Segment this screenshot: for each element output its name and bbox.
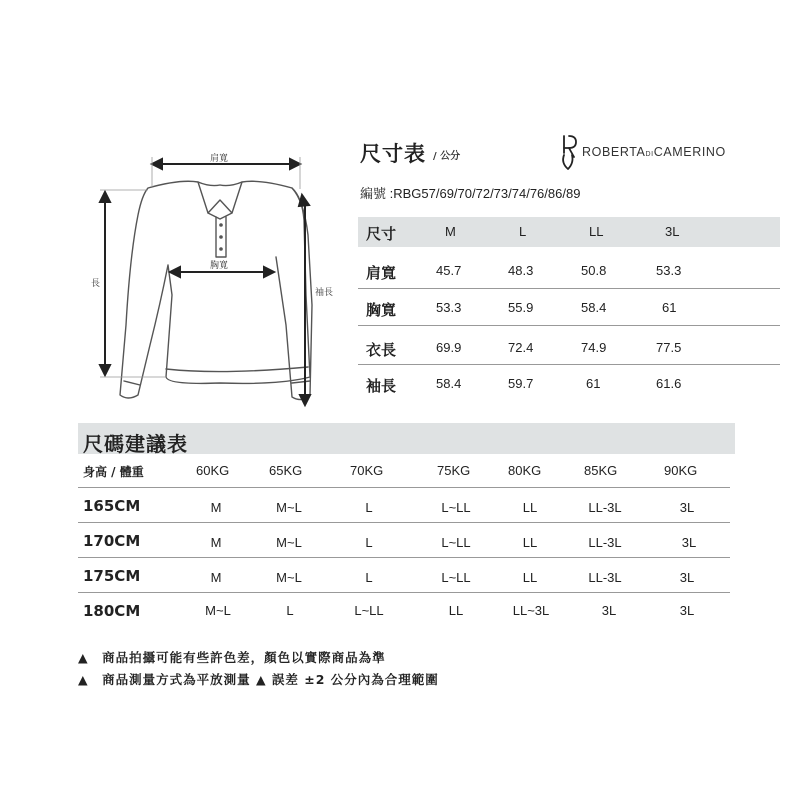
size-value: 74.9 <box>581 340 607 355</box>
rec-cell: M <box>210 535 222 550</box>
divider <box>78 487 730 488</box>
rec-cell: LL <box>522 535 538 550</box>
rec-cell: 3L <box>601 603 617 618</box>
size-value: 53.3 <box>656 263 682 278</box>
rec-weight-header: 80KG <box>508 463 542 478</box>
rec-cell: L <box>365 500 373 515</box>
size-row-label: 胸寬 <box>366 301 397 319</box>
rec-cell: LL~3L <box>512 603 550 618</box>
rec-cell: 3L <box>679 500 695 515</box>
divider <box>78 592 730 593</box>
recommendation-title: 尺碼建議表 <box>83 432 188 456</box>
size-row-label: 衣長 <box>366 341 397 359</box>
divider <box>358 288 780 289</box>
size-row-label: 袖長 <box>366 377 397 395</box>
rec-weight-header: 60KG <box>196 463 230 478</box>
shoulder-label: 肩寬 <box>210 154 229 164</box>
rec-cell: LL <box>448 603 464 618</box>
rec-cell: LL <box>522 500 538 515</box>
rec-cell: L~LL <box>354 603 384 618</box>
size-col-ll: LL <box>589 224 604 239</box>
note-color-difference: ▲ 商品拍攝可能有些許色差，顏色以實際商品為準 <box>78 650 386 665</box>
size-value: 53.3 <box>436 300 462 315</box>
rec-weight-header: 70KG <box>350 463 384 478</box>
divider <box>358 364 780 365</box>
rec-cell: LL-3L <box>588 535 622 550</box>
size-chart-unit: / 公分 <box>433 151 461 162</box>
chest-label: 胸寬 <box>210 261 229 271</box>
rec-weight-header: 65KG <box>269 463 303 478</box>
brand-monogram-icon <box>558 133 580 171</box>
length-label: 長 <box>91 279 101 289</box>
size-value: 61.6 <box>656 376 682 391</box>
rec-cell: L <box>365 535 373 550</box>
rec-height-label: 180CM <box>83 602 141 620</box>
size-chart-title: 尺寸表 <box>360 142 426 166</box>
rec-cell: M <box>210 500 222 515</box>
rec-weight-header: 85KG <box>584 463 618 478</box>
rec-height-label: 165CM <box>83 497 141 515</box>
brand-logo <box>556 132 746 172</box>
rec-cell: L~LL <box>441 500 471 515</box>
rec-weight-header: 75KG <box>437 463 471 478</box>
size-col-3l: 3L <box>665 224 680 239</box>
rec-weight-header: 90KG <box>664 463 698 478</box>
rec-cell: 3L <box>679 603 695 618</box>
brand-name: ROBERTADICAMERINO <box>582 145 726 159</box>
size-value: 58.4 <box>581 300 607 315</box>
rec-cell: M~L <box>276 570 302 585</box>
rec-cell: LL-3L <box>588 570 622 585</box>
size-value: 59.7 <box>508 376 534 391</box>
divider <box>78 557 730 558</box>
rec-cell: M~L <box>205 603 231 618</box>
size-value: 61 <box>662 300 677 315</box>
size-value: 58.4 <box>436 376 462 391</box>
rec-cell: L~LL <box>441 535 471 550</box>
size-table-header <box>358 217 780 247</box>
rec-height-label: 170CM <box>83 532 141 550</box>
divider <box>78 522 730 523</box>
size-value: 48.3 <box>508 263 534 278</box>
size-value: 50.8 <box>581 263 607 278</box>
note-measurement-method: ▲ 商品測量方式為平放測量 ▲ 誤差 ±2 公分內為合理範圍 <box>78 672 439 687</box>
size-value: 61 <box>586 376 601 391</box>
size-value: 55.9 <box>508 300 534 315</box>
size-header-label: 尺寸 <box>366 225 397 243</box>
rec-cell: LL <box>522 570 538 585</box>
rec-cell: L <box>286 603 294 618</box>
rec-cell: LL-3L <box>588 500 622 515</box>
rec-cell: M <box>210 570 222 585</box>
model-number: 編號 :RBG57/69/70/72/73/74/76/86/89 <box>360 186 581 201</box>
size-value: 45.7 <box>436 263 462 278</box>
rec-cell: 3L <box>681 535 697 550</box>
rec-header-label: 身高 / 體重 <box>83 465 144 479</box>
size-value: 72.4 <box>508 340 534 355</box>
shirt-collar <box>198 182 242 213</box>
sleeve-label: 袖長 <box>315 288 334 298</box>
size-value: 77.5 <box>656 340 682 355</box>
divider <box>358 325 780 326</box>
rec-cell: M~L <box>276 500 302 515</box>
rec-cell: L <box>365 570 373 585</box>
size-row-label: 肩寬 <box>366 264 397 282</box>
rec-height-label: 175CM <box>83 567 141 585</box>
rec-cell: L~LL <box>441 570 471 585</box>
rec-cell: M~L <box>276 535 302 550</box>
rec-cell: 3L <box>679 570 695 585</box>
size-col-l: L <box>519 224 527 239</box>
size-col-m: M <box>445 224 456 239</box>
size-value: 69.9 <box>436 340 462 355</box>
